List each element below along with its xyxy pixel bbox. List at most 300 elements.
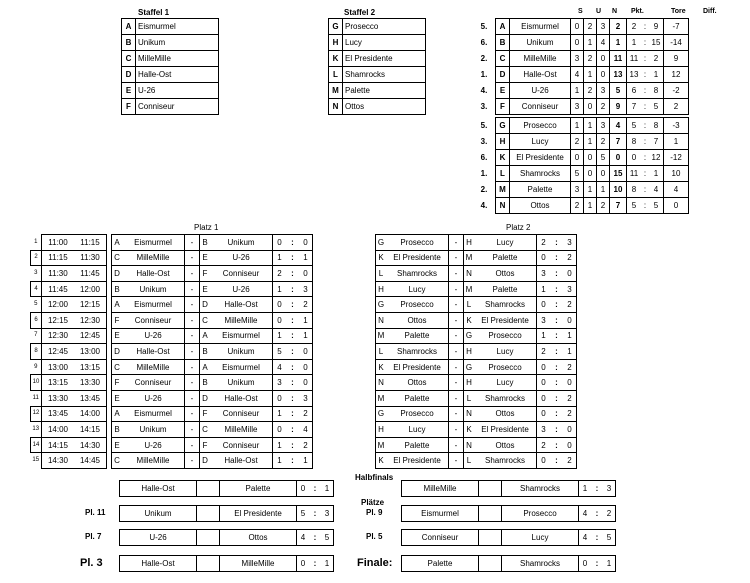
team-name: Unikum: [510, 35, 571, 51]
p1-home-team: U-26: [122, 328, 185, 344]
match-number: 10: [31, 375, 42, 391]
p2-vs-dash: -: [449, 328, 464, 344]
team-letter: A: [122, 19, 136, 35]
p2-away-team: Palette: [474, 281, 537, 297]
tore-colon: :: [641, 198, 649, 214]
team-name: El Presidente: [510, 150, 571, 166]
p2-vs-dash: -: [449, 375, 464, 391]
rank: 1.: [480, 69, 488, 79]
p1-home-letter: B: [112, 281, 123, 297]
niederlagen: 0: [597, 166, 610, 182]
differenz: -7: [664, 19, 689, 35]
p1-vs-dash: -: [185, 250, 200, 266]
platz1-title: Platz 1: [194, 223, 219, 232]
blank: [197, 530, 220, 546]
p2-away-team: Shamrocks: [474, 453, 537, 469]
rank: 2.: [480, 184, 488, 194]
p1-vs-dash: -: [185, 437, 200, 453]
p1-home-team: Conniseur: [122, 312, 185, 328]
p2-vs-dash: -: [449, 281, 464, 297]
spacer: [313, 375, 376, 391]
p1-home-team: Eismurmel: [122, 406, 185, 422]
team-row: [329, 83, 426, 99]
team-letter: M: [329, 83, 343, 99]
p2-home-team: Lucy: [386, 422, 449, 438]
group-letter: F: [496, 99, 510, 115]
punkte: 13: [610, 67, 627, 83]
p1-away-team: Conniseur: [210, 437, 273, 453]
match-row: [31, 390, 577, 406]
p1-away-score: 1: [299, 453, 313, 469]
score-colon: :: [309, 556, 321, 572]
p2-home-letter: G: [376, 406, 387, 422]
tore-erhalten: 8: [649, 118, 664, 134]
p2-score-colon: :: [550, 266, 563, 282]
tore-erhalten: 5: [649, 99, 664, 115]
p2-away-letter: M: [464, 281, 475, 297]
p1-away-team: MilleMille: [210, 422, 273, 438]
score-b: 3: [603, 481, 616, 497]
match-row: [31, 359, 577, 375]
p2-home-letter: K: [376, 250, 387, 266]
p2-home-letter: L: [376, 344, 387, 360]
match-number: 6: [31, 312, 42, 328]
end-time: 14:45: [74, 453, 107, 469]
p2-home-team: Ottos: [386, 312, 449, 328]
p2-score-colon: :: [550, 297, 563, 313]
p2-away-letter: H: [464, 375, 475, 391]
standings-row: [473, 35, 689, 51]
standings-row: [473, 99, 689, 115]
differenz: 2: [664, 99, 689, 115]
spacer: [313, 344, 376, 360]
team-letter: K: [329, 51, 343, 67]
p1-home-team: Unikum: [122, 281, 185, 297]
score-a: 4: [579, 506, 592, 522]
tore-colon: :: [641, 19, 649, 35]
p1-home-letter: D: [112, 266, 123, 282]
punkte: 4: [610, 118, 627, 134]
tore-colon: :: [641, 166, 649, 182]
p1-away-letter: F: [200, 406, 211, 422]
score-a: 5: [297, 506, 310, 522]
team-letter: F: [122, 99, 136, 115]
p2-home-score: 0: [537, 453, 551, 469]
spacer: [313, 328, 376, 344]
p2-score-colon: :: [550, 344, 563, 360]
standings-row: [473, 166, 689, 182]
start-time: 14:00: [42, 422, 75, 438]
niederlagen: 5: [597, 150, 610, 166]
p2-home-team: Lucy: [386, 281, 449, 297]
team-b: Lucy: [502, 530, 579, 546]
p1-home-score: 3: [273, 375, 287, 391]
p2-home-team: Shamrocks: [386, 266, 449, 282]
p1-home-letter: E: [112, 328, 123, 344]
punkte: 1: [610, 35, 627, 51]
p1-score-colon: :: [286, 437, 299, 453]
end-time: 13:00: [74, 344, 107, 360]
group-letter: D: [496, 67, 510, 83]
final-row: [402, 530, 616, 546]
header-diff: Diff.: [703, 8, 717, 15]
team-name: Shamrocks: [343, 67, 426, 83]
match-row: [31, 250, 577, 266]
p1-away-team: Halle-Ost: [210, 453, 273, 469]
end-time: 12:00: [74, 281, 107, 297]
team-row: [122, 99, 219, 115]
unentschieden: 0: [584, 99, 597, 115]
p1-score-colon: :: [286, 281, 299, 297]
score-a: 4: [297, 530, 310, 546]
punkte: 5: [610, 83, 627, 99]
p1-away-score: 1: [299, 312, 313, 328]
spacer: [313, 297, 376, 313]
end-time: 13:45: [74, 390, 107, 406]
team-name: Eismurmel: [136, 19, 219, 35]
team-row: [122, 19, 219, 35]
p2-away-letter: H: [464, 344, 475, 360]
team-a: U-26: [120, 530, 197, 546]
header-tore: Tore: [671, 8, 686, 15]
tore-geschossen: 0: [627, 150, 642, 166]
match-row: [31, 422, 577, 438]
placement-label-right: Finale:: [357, 557, 393, 569]
p1-away-team: Halle-Ost: [210, 297, 273, 313]
team-name: Ottos: [343, 99, 426, 115]
final-row: [120, 506, 334, 522]
team-name: Ottos: [510, 198, 571, 214]
group-letter: E: [496, 83, 510, 99]
siege: 3: [571, 99, 584, 115]
tore-colon: :: [641, 118, 649, 134]
p2-away-score: 2: [563, 390, 577, 406]
tore-colon: :: [641, 35, 649, 51]
group-letter: H: [496, 134, 510, 150]
unentschieden: 2: [584, 51, 597, 67]
final-row: [120, 530, 334, 546]
tore-geschossen: 8: [627, 134, 642, 150]
siege: 0: [571, 150, 584, 166]
tore-geschossen: 6: [627, 83, 642, 99]
differenz: 12: [664, 67, 689, 83]
header-pkt: Pkt.: [631, 8, 644, 15]
match-row: [31, 344, 577, 360]
standings-row: [473, 134, 689, 150]
siege: 1: [571, 118, 584, 134]
differenz: 0: [664, 198, 689, 214]
match-row: [31, 406, 577, 422]
team-name: MilleMille: [510, 51, 571, 67]
match-row: [31, 281, 577, 297]
match-number: 8: [31, 344, 42, 360]
niederlagen: 4: [597, 35, 610, 51]
schedule-table: [30, 234, 577, 469]
p1-home-letter: B: [112, 422, 123, 438]
p2-home-team: Palette: [386, 437, 449, 453]
tore-colon: :: [641, 182, 649, 198]
punkte: 11: [610, 51, 627, 67]
rank: 5.: [480, 21, 488, 31]
tore-erhalten: 9: [649, 19, 664, 35]
score-b: 2: [603, 506, 616, 522]
group-letter: K: [496, 150, 510, 166]
p2-away-team: El Presidente: [474, 422, 537, 438]
p1-vs-dash: -: [185, 297, 200, 313]
team-letter: L: [329, 67, 343, 83]
p2-score-colon: :: [550, 312, 563, 328]
tore-erhalten: 7: [649, 134, 664, 150]
p2-score-colon: :: [550, 328, 563, 344]
team-name: Halle-Ost: [510, 67, 571, 83]
p1-home-score: 1: [273, 328, 287, 344]
p2-vs-dash: -: [449, 453, 464, 469]
p1-away-team: U-26: [210, 250, 273, 266]
p1-vs-dash: -: [185, 375, 200, 391]
spacer: [313, 281, 376, 297]
placement-label-right: Pl. 9: [366, 508, 383, 517]
punkte: 9: [610, 99, 627, 115]
spacer: [313, 453, 376, 469]
p1-score-colon: :: [286, 359, 299, 375]
siege: 0: [571, 19, 584, 35]
siege: 0: [571, 35, 584, 51]
p2-home-letter: G: [376, 297, 387, 313]
team-name: U-26: [510, 83, 571, 99]
placement-right: [401, 505, 616, 522]
score-a: 1: [579, 481, 592, 497]
p1-score-colon: :: [286, 406, 299, 422]
p1-vs-dash: -: [185, 235, 200, 251]
p2-home-letter: M: [376, 328, 387, 344]
p1-away-letter: A: [200, 328, 211, 344]
p1-home-letter: A: [112, 406, 123, 422]
team-letter: E: [122, 83, 136, 99]
p2-vs-dash: -: [449, 235, 464, 251]
p1-away-letter: D: [200, 390, 211, 406]
p2-home-score: 0: [537, 250, 551, 266]
p2-away-score: 2: [563, 250, 577, 266]
p1-away-letter: C: [200, 312, 211, 328]
siege: 2: [571, 134, 584, 150]
standings-row: [473, 19, 689, 35]
match-number: 2: [31, 250, 42, 266]
match-number: 5: [34, 301, 38, 308]
p1-away-score: 0: [299, 235, 313, 251]
p2-score-colon: :: [550, 390, 563, 406]
placement-right: [401, 555, 616, 572]
p1-away-score: 0: [299, 344, 313, 360]
unentschieden: 1: [584, 134, 597, 150]
p2-away-letter: N: [464, 266, 475, 282]
unentschieden: 1: [584, 67, 597, 83]
p2-away-letter: K: [464, 422, 475, 438]
score-colon: :: [309, 481, 321, 497]
p2-away-score: 2: [563, 359, 577, 375]
niederlagen: 3: [597, 118, 610, 134]
team-row: [329, 67, 426, 83]
p1-away-team: Unikum: [210, 235, 273, 251]
match-row: [31, 297, 577, 313]
standings-row: [473, 198, 689, 214]
tore-colon: :: [641, 67, 649, 83]
p1-home-team: Eismurmel: [122, 297, 185, 313]
p2-home-letter: M: [376, 390, 387, 406]
p1-home-letter: A: [112, 297, 123, 313]
p1-away-letter: B: [200, 375, 211, 391]
p2-away-letter: K: [464, 312, 475, 328]
p2-home-score: 2: [537, 437, 551, 453]
end-time: 12:15: [74, 297, 107, 313]
p1-away-letter: A: [200, 359, 211, 375]
rank: 5.: [480, 120, 488, 130]
p2-home-letter: N: [376, 312, 387, 328]
placement-left: [119, 555, 334, 572]
rank: 4.: [480, 200, 488, 210]
tore-colon: :: [641, 150, 649, 166]
final-row: [402, 556, 616, 572]
p2-away-team: Lucy: [474, 235, 537, 251]
placement-label-right: Pl. 5: [366, 532, 383, 541]
p1-away-score: 0: [299, 375, 313, 391]
p1-home-score: 0: [273, 422, 287, 438]
p1-home-score: 4: [273, 359, 287, 375]
p2-vs-dash: -: [449, 437, 464, 453]
tore-geschossen: 8: [627, 182, 642, 198]
differenz: -3: [664, 118, 689, 134]
placement-left: [119, 505, 334, 522]
p2-away-score: 2: [563, 406, 577, 422]
p2-away-letter: H: [464, 235, 475, 251]
start-time: 13:15: [42, 375, 75, 391]
p1-score-colon: :: [286, 312, 299, 328]
p1-away-score: 2: [299, 297, 313, 313]
team-letter: B: [122, 35, 136, 51]
p1-away-letter: C: [200, 422, 211, 438]
p2-home-team: Ottos: [386, 375, 449, 391]
spacer: [313, 266, 376, 282]
p1-score-colon: :: [286, 266, 299, 282]
p2-home-team: Shamrocks: [386, 344, 449, 360]
p2-home-letter: N: [376, 375, 387, 391]
halbfinal-2: [401, 480, 616, 497]
siege: 3: [571, 51, 584, 67]
p1-home-letter: A: [112, 235, 123, 251]
team-row: [329, 35, 426, 51]
p1-away-letter: D: [200, 297, 211, 313]
team-name: Palette: [510, 182, 571, 198]
p2-vs-dash: -: [449, 312, 464, 328]
p1-away-team: MilleMille: [210, 312, 273, 328]
p1-vs-dash: -: [185, 359, 200, 375]
team-name: Eismurmel: [510, 19, 571, 35]
p2-home-score: 0: [537, 359, 551, 375]
p1-home-score: 0: [273, 235, 287, 251]
rank: 6.: [480, 37, 488, 47]
p2-home-letter: M: [376, 437, 387, 453]
start-time: 13:30: [42, 390, 75, 406]
team-b: Ottos: [220, 530, 297, 546]
score-b: 5: [321, 530, 334, 546]
placement-label-left: Pl. 7: [85, 532, 102, 541]
p1-home-letter: C: [112, 453, 123, 469]
rank: 3.: [480, 101, 488, 111]
p1-home-letter: E: [112, 390, 123, 406]
p2-home-score: 2: [537, 344, 551, 360]
p1-away-letter: E: [200, 250, 211, 266]
differenz: 1: [664, 134, 689, 150]
start-time: 14:15: [42, 437, 75, 453]
punkte: 0: [610, 150, 627, 166]
p2-away-score: 0: [563, 375, 577, 391]
p2-away-team: Ottos: [474, 437, 537, 453]
team-row: [329, 99, 426, 115]
final-row: [120, 481, 334, 497]
p1-score-colon: :: [286, 453, 299, 469]
score-colon: :: [309, 530, 321, 546]
team-row: [122, 67, 219, 83]
match-number: 9: [34, 363, 38, 370]
p1-vs-dash: -: [185, 344, 200, 360]
rank: 2.: [480, 53, 488, 63]
final-row: [120, 556, 334, 572]
match-number: 11: [32, 394, 39, 401]
match-row: [31, 328, 577, 344]
punkte: 7: [610, 134, 627, 150]
p2-home-team: El Presidente: [386, 250, 449, 266]
spacer: [313, 437, 376, 453]
p2-score-colon: :: [550, 406, 563, 422]
punkte: 15: [610, 166, 627, 182]
p1-away-team: Unikum: [210, 344, 273, 360]
p1-score-colon: :: [286, 250, 299, 266]
p2-away-score: 0: [563, 437, 577, 453]
p1-home-letter: F: [112, 375, 123, 391]
team-b: Prosecco: [502, 506, 579, 522]
p2-away-team: Ottos: [474, 266, 537, 282]
siege: 4: [571, 67, 584, 83]
start-time: 11:00: [42, 235, 75, 251]
p2-home-letter: H: [376, 422, 387, 438]
p2-away-score: 0: [563, 266, 577, 282]
team-row: [122, 83, 219, 99]
p2-score-colon: :: [550, 359, 563, 375]
score-a: 0: [297, 556, 310, 572]
p1-away-score: 4: [299, 422, 313, 438]
spacer: [313, 312, 376, 328]
p1-away-score: 0: [299, 359, 313, 375]
rank: 6.: [480, 152, 488, 162]
punkte: 10: [610, 182, 627, 198]
p1-home-score: 1: [273, 406, 287, 422]
p2-home-score: 0: [537, 297, 551, 313]
end-time: 14:30: [74, 437, 107, 453]
team-name: Conniseur: [510, 99, 571, 115]
team-row: [122, 51, 219, 67]
p1-away-score: 3: [299, 281, 313, 297]
blank: [479, 530, 502, 546]
niederlagen: 1: [597, 182, 610, 198]
team-a: Halle-Ost: [120, 481, 197, 497]
p2-away-team: Prosecco: [474, 328, 537, 344]
p2-away-score: 2: [563, 453, 577, 469]
team-b: Shamrocks: [502, 556, 579, 572]
match-row: [31, 437, 577, 453]
match-number: 4: [31, 281, 42, 297]
tore-erhalten: 15: [649, 35, 664, 51]
start-time: 12:15: [42, 312, 75, 328]
end-time: 11:30: [74, 250, 107, 266]
